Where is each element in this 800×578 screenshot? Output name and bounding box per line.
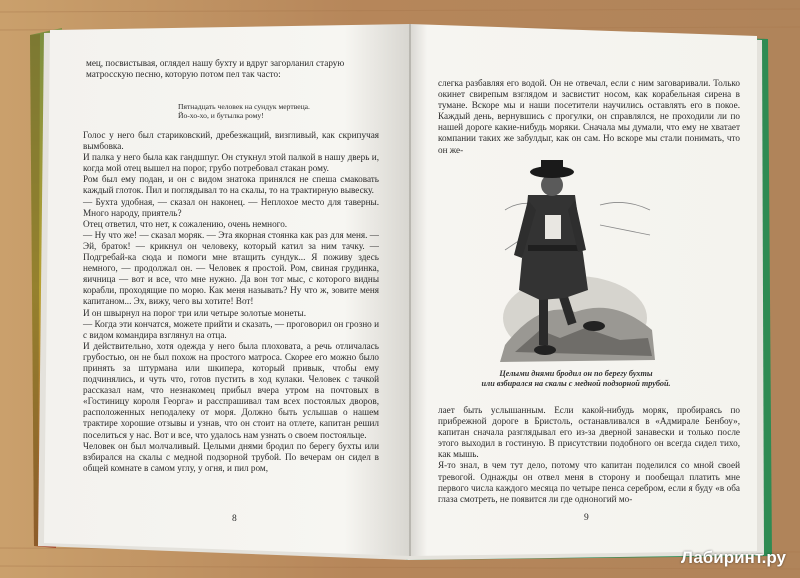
- verse-line-1: Пятнадцать человек на сундук мертвеца.: [178, 102, 310, 111]
- right-page-text-bottom: лает быть услышанным. Если какой-нибудь моряк, пробираясь по прибрежной дороге в Бристоль, останавливался в «Адмирале Бенбоу», капитан сначала разглядывал его из-за дверной занавески и только после этого выходил в гостиную. В присутствии подобного он всегда сидел тихо, как мышь. Я-то знал, в чем тут дело, потому что капитан поделился со мной своей тревогой. Однажды он отвел меня в сторону и пообещал платить мне первого числа каждого месяца по четыре пенса серебром, если я буду «в оба глаза смотреть, не появится ли где одноногий мо-: [438, 405, 740, 504]
- left-page-text: мец, посвистывая, оглядел нашу бухту и вдруг загорланил старую матросскую песню, которую потом пел так часто:: [86, 58, 345, 80]
- caption-line-1: Целыми днями бродил он по берегу бухты: [499, 369, 653, 378]
- site-watermark: Лабиринт.ру: [680, 548, 786, 567]
- right-page-number: 9: [584, 513, 589, 523]
- left-page-number: 8: [232, 514, 237, 524]
- verse-line-2: Йо-хо-хо, и бутылка рому!: [178, 111, 264, 120]
- illustration-caption: [460, 369, 692, 389]
- left-page-text-continued: Голос у него был стариковский, дребезжащий, визгливый, как скрипучая вымбовка. И палка у него была как гандшпуг. Он стукнул этой палкой в нашу дверь и, когда мой отец вышел на порог, грубо потребовал стакан рому. Ром был ему подан, и он с видом знатока принялся не спеша смаковать каждый глоток. Пил и поглядывал то на скалы, то на трактирную вывеску. — Бухта удобная, — сказал он наконец. — Неплохое место для таверны. Много народу, приятель? Отец ответил, что нет, к сожалению, очень немного. — Ну что же! — сказал моряк. — Эта якорная стоянка как раз для меня. — Эй, браток! — крикнул он человеку, который катил за ним тачку. — Подгребай-ка сюда и помоги мне втащить сундук... Я поживу здесь немного, — продолжал он. — Человек я простой. Ром, свиная грудинка, яичница — вот и все, что мне нужно. Да вон тот мыс, с которого видны корабли, проходящие по морю. Как меня называть? Ну что ж, зовите меня капитаном... Эх, вижу, чего вы хотите! Вот! И он швырнул на порог три или четыре золотые монеты. — Когда эти кончатся, можете прийти и сказать, — проговорил он грозно и с видом командира взглянул на отца. И действительно, хотя одежда у него была плоховата, а речь отличалась грубостью, он не был похож на простого матроса. Скорее его можно было принять за штурмана или шкипера, который привык, чтобы ему подчинялись, и чуть что, готов пустить в ход кулаки. Человек с тачкой рассказал нам, что незнакомец прибыл вчера утром на почтовых в «Гостиницу короля Георга» и расспрашивал там всех постоялых дворов, расположенных неподалеку от моря. Должно быть услышав о нашем трактире хорошие отзывы и узнав, что он стоит на отлете, капитан решил поселиться у нас. Вот и все, что удалось нам узнать о своем постояльце. Человек он был молчаливый. Целыми днями бродил по берегу бухты или взбирался на скалы с медной подзорной трубой. По вечерам он сидел в общей комнате в самом углу, у огня, и пил ром,: [83, 130, 379, 473]
- caption-line-2: или взбирался на скалы с медной подзорной трубой.: [481, 379, 671, 388]
- song-verse: [178, 102, 378, 120]
- right-page-text-top: слегка разбавляя его водой. Он не отвечал, если с ним заговаривали. Только окинет свирепым взглядом и засвистит носом, как корабельная сирена в тумане. Вскоре мы и наши посетители научились оставлять его в покое. Каждый день, вернувшись с прогулки, он справлялся, не проходили ли по нашей дороге какие-нибудь моряки. Сначала мы думали, что ему не хватает компании таких же забулдыг, как он сам. Но вскоре мы стали понимать, что он же-: [438, 78, 740, 155]
